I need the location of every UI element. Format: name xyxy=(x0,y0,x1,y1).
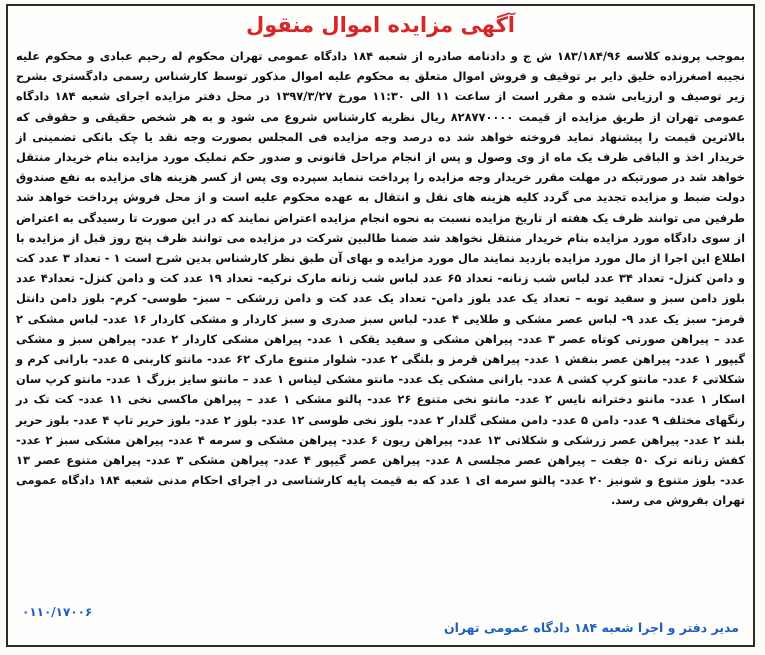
notice-body: بموجب پرونده کلاسه ۱۸۳/۱۸۴/۹۶ ش ج و دادنامه صادره از شعبه ۱۸۴ دادگاه عمومی تهران محکوم له رحیم عبادی و محکوم علیه نجیبه اصغرزاده خلیق دایر بر توقیف و فروش اموال متعلق به محکوم علیه اموال مذکور توسط کارشناس رسمی دادگستری بشرح زیر توصیف و ارزیابی شده و مقرر است از ساعت ۱۱ الی ۱۱:۳۰ مورخ ۱۳۹۷/۳/۲۷ در محل دفتر مزایده اجرای شعبه ۱۸۴ دادگاه عمومی تهران از طریق مزایده از قیمت ۸۲۸۷۷۰۰۰۰ ریال نظریه کارشناس شروع می شود و به هر شخص حقیقی و حقوقی که بالاترین قیمت را پیشنهاد نماید فروخته خواهد شد ده درصد وجه مزایده فی المجلس بصورت وجه نقد یا چک بانکی تضمینی از خریدار اخذ و الباقی ظرف یک ماه از وی وصول و پس از انجام مراحل قانونی و صدور حکم تملیک مورد مزایده بنام خریدار منتقل خواهد شد در صورتیکه در مهلت مقرر خریدار وجه مزایده را پرداخت ننماید سپرده وی پس از کسر هزینه های مزایده به نفع صندوق دولت ضبط و مزایده تجدید می گردد کلیه هزینه های نقل و انتقال به عهده محکوم علیه است و از محل فروش پرداخت خواهد شد طرفین می توانند ظرف یک هفته از تاریخ مزایده نسبت به نحوه انجام مزایده اعتراض نمایند که در این صورت تا رسیدگی به اعتراض از سوی دادگاه مورد مزایده بنام خریدار منتقل نخواهد شد ضمنا طالبین شرکت در مزایده می توانند ظرف پنج روز قبل از مزایده با اطلاع این اجرا از مال مورد مزایده بازدید نمایند مال مورد مزایده و بهای آن طبق نظر کارشناس بدین شرح است ۱ - تعداد ۳ عدد کت و دامن کنزل- تعداد ۳۴ عدد لباس شب زنانه- تعداد ۶۵ عدد لباس شب زنانه مارک ترکیه- تعداد ۱۹ عدد کت و دامن کنزل- تعداد۴ عدد بلوز دامن سبز و سفید توبه – تعداد یک عدد بلوز دامن- تعداد یک عدد کت و دامن زرشکی – سبز- طوسی- کرم- بلوز دامن دانتل قرمز- سبز یک عدد ۹- لباس عصر مشکی و طلایی ۴ عدد- لباس سبز صدری و سبز کاردار و مشکی کاردار ۱۶ عدد- لباس مشکی ۲ عدد – پیراهن صورتی کوتاه عصر ۳ عدد- پیراهن مشکی و سفید یقکی ۱ عدد- پیراهن مشکی کاردار ۲ عدد- پیراهن سبز و مشکی گیپور ۱ عدد- پیراهن عصر بنفش ۱ عدد- پیراهن قرمز و بلنگی ۲ عدد- شلوار متنوع مارک ۶۲ عدد- مانتو کاربنی ۵ عدد- بارانی کرم و شکلاتی ۶ عدد- مانتو کرپ کشی ۸ عدد- بارانی مشکی یک عدد- مانتو مشکی لیناس ۱ عدد – مانتو سایز بزرگ ۱ عدد- مانتو کرپ سان اسکار ۱ عدد- مانتو دخترانه نایس ۲ عدد- مانتو نخی متنوع ۲۶ عدد- پالتو مشکی ۱ عدد – پیراهن ماکسی نخی ۱۱ عدد- کت تک در رنگهای مختلف ۹ عدد- دامن ۵ عدد- دامن مشکی گلدار ۲ عدد- بلوز نخی طوسی ۱۲ عدد- بلوز ۲ عدد- بلوز حریر تاپ ۴ عدد- بلوز حریر بلند ۲ عدد- پیراهن عصر زرشکی و شکلاتی ۱۳ عدد- پیراهن ریون ۶ عدد- پیراهن مشکی و سرمه ۴ عدد- پیراهن مشکی سبز ۲ عدد- کفش زنانه ترک ۵۰ جفت – پیراهن عصر مجلسی ۸ عدد- پیراهن عصر گیپور ۴ عدد- پیراهن مشکی ۳ عدد- پیراهن متنوع عصر ۱۳ عدد- بلوز متنوع و شونیز ۲۰ عدد- پالتو سرمه ای ۱ عدد که به قیمت پایه کارشناسی در اجرای احکام مدنی شعبه ۱۸۴ دادگاه عمومی تهران بفروش می رسد. xyxy=(16,49,746,508)
notice-footer xyxy=(18,597,743,637)
notice-title: آگهی مزایده اموال منقول xyxy=(246,13,515,37)
notice-code: ۰۱۱۰/۱۷۰۰۶ xyxy=(22,605,93,619)
notice-signature: مدیر دفتر و اجرا شعبه ۱۸۴ دادگاه عمومی تهران xyxy=(443,620,739,635)
auction-notice xyxy=(6,4,755,647)
